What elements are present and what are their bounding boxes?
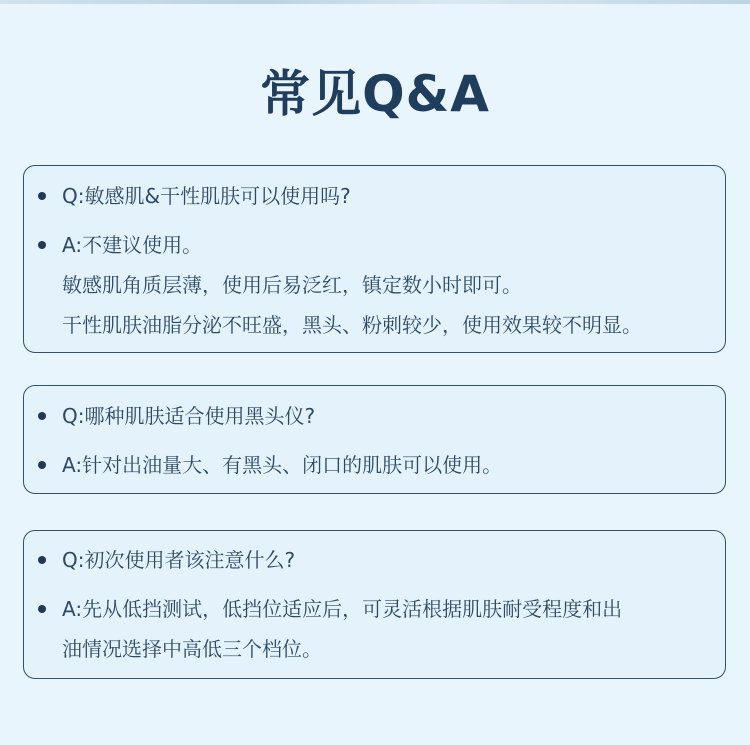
bullet-dot-icon	[38, 556, 46, 564]
faq-question-text: Q:敏感肌&干性肌肤可以使用吗?	[62, 184, 351, 208]
bullet-dot-icon	[38, 461, 46, 469]
faq-question	[62, 547, 295, 573]
faq-question-text: Q:哪种肌肤适合使用黑头仪?	[62, 404, 316, 428]
bullet-dot-icon	[38, 412, 46, 420]
faq-answer	[62, 596, 622, 622]
faq-answer-text: A:先从低挡测试，低挡位适应后，可灵活根据肌肤耐受程度和出	[62, 597, 623, 621]
top-decorative-strip	[0, 0, 750, 4]
faq-answer	[62, 232, 202, 258]
page-title: 常见Q&A	[260, 65, 490, 123]
faq-answer	[62, 452, 502, 478]
faq-card-3	[23, 530, 726, 679]
faq-answer-text: A:不建议使用。	[62, 233, 203, 257]
bullet-dot-icon	[38, 241, 46, 249]
faq-answer-text: A:针对出油量大、有黑头、闭口的肌肤可以使用。	[62, 453, 503, 477]
faq-answer-continuation: 敏感肌角质层薄，使用后易泛红，镇定数小时即可。	[62, 273, 522, 297]
faq-question	[62, 403, 315, 429]
faq-card-2	[23, 385, 726, 494]
faq-answer-continuation: 油情况选择中高低三个档位。	[62, 637, 322, 661]
faq-question	[62, 183, 351, 209]
bullet-dot-icon	[38, 605, 46, 613]
bullet-dot-icon	[38, 192, 46, 200]
faq-question-text: Q:初次使用者该注意什么?	[62, 548, 296, 572]
faq-answer-continuation: 干性肌肤油脂分泌不旺盛，黑头、粉刺较少，使用效果较不明显。	[62, 313, 642, 337]
faq-card-1	[23, 165, 726, 353]
